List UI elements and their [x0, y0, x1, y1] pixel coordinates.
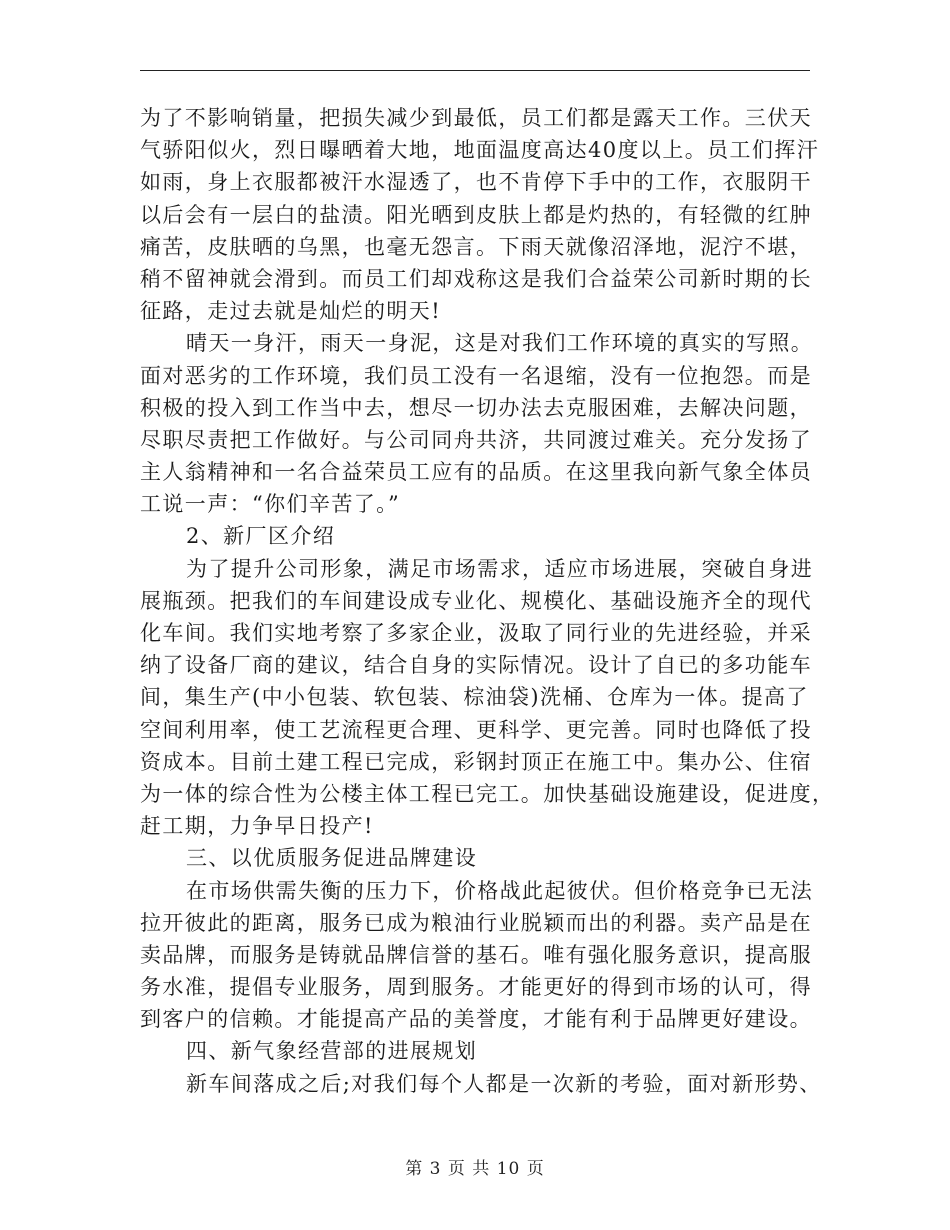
text-line: 以后会有一层白的盐渍。阳光晒到皮肤上都是灼热的，有轻微的红肿	[140, 202, 812, 227]
text-line: 赶工期，力争早日投产!	[140, 814, 374, 839]
text-line: 展瓶颈。把我们的车间建设成专业化、规模化、基础设施齐全的现代	[140, 588, 812, 613]
text-line: 主人翁精神和一名合益荣员工应有的品质。在这里我向新气象全体员	[140, 460, 812, 485]
paragraph	[140, 553, 835, 843]
paragraph	[140, 875, 814, 1036]
text-line: 面对恶劣的工作环境，我们员工没有一名退缩，没有一位抱怨。而是	[140, 363, 812, 388]
section-heading	[140, 842, 808, 874]
text-line: 卖品牌，而服务是铸就品牌信誉的基石。唯有强化服务意识，提高服	[140, 942, 812, 967]
text-line: 间，集生产(中小包装、软包装、棕油袋)洗桶、仓库为一体。提高了	[140, 685, 809, 710]
paragraph	[140, 1068, 822, 1100]
text-line: 空间利用率，使工艺流程更合理、更科学、更完善。同时也降低了投	[140, 717, 812, 742]
paragraph	[140, 102, 820, 327]
document-body	[140, 102, 835, 1100]
section-heading	[140, 520, 808, 552]
text-line: 新车间落成之后;对我们每个人都是一次新的考验，面对新形势、	[186, 1071, 822, 1096]
text-line: 征路，走过去就是灿烂的明天!	[140, 299, 442, 324]
text-line: 积极的投入到工作当中去，想尽一切办法去克服困难，去解决问题，	[140, 395, 812, 420]
text-line: 拉开彼此的距离，服务已成为粮油行业脱颖而出的利器。卖产品是在	[140, 910, 812, 935]
text-line: 尽职尽责把工作做好。与公司同舟共济，共同渡过难关。充分发扬了	[140, 427, 812, 452]
page-number-footer: 第 3 页 共 10 页	[405, 1159, 545, 1179]
text-line: 为一体的综合性为公楼主体工程已完工。加快基础设施建设，促进度，	[140, 781, 835, 806]
heading-text: 三、以优质服务促进品牌建设	[186, 846, 478, 871]
text-line: 工说一声：“你们辛苦了。”	[140, 492, 401, 517]
text-line: 到客户的信赖。才能提高产品的美誉度，才能有利于品牌更好建设。	[140, 1007, 812, 1032]
text-line: 为了提升公司形象，满足市场需求，适应市场进展，突破自身进	[186, 556, 814, 581]
paragraph	[140, 327, 814, 520]
text-line: 资成本。目前土建工程已完成，彩钢封顶正在施工中。集办公、住宿	[140, 749, 812, 774]
header-rule	[140, 70, 810, 71]
text-line: 气骄阳似火，烈日曝晒着大地，地面温度高达40度以上。员工们挥汗	[140, 138, 820, 163]
section-heading	[140, 1035, 808, 1067]
text-line: 在市场供需失衡的压力下，价格战此起彼伏。但价格竞争已无法	[186, 878, 814, 903]
text-line: 为了不影响销量，把损失减少到最低，员工们都是露天工作。三伏天	[140, 106, 812, 130]
text-line: 纳了设备厂商的建议，结合自身的实际情况。设计了自已的多功能车	[140, 653, 812, 678]
text-line: 稍不留神就会滑到。而员工们却戏称这是我们合益荣公司新时期的长	[140, 266, 812, 291]
text-line: 如雨，身上衣服都被汗水湿透了，也不肯停下手中的工作，衣服阴干	[140, 170, 812, 195]
text-line: 化车间。我们实地考察了多家企业，汲取了同行业的先进经验，并采	[140, 621, 812, 645]
text-line: 晴天一身汗，雨天一身泥，这是对我们工作环境的真实的写照。	[186, 331, 814, 356]
text-line: 务水准，提倡专业服务，周到服务。才能更好的得到市场的认可，得	[140, 975, 812, 1000]
text-line: 痛苦，皮肤晒的乌黑，也毫无怨言。下雨天就像沼泽地，泥泞不堪，	[140, 234, 812, 259]
heading-text: 四、新气象经营部的进展规划	[186, 1039, 478, 1064]
heading-text: 2、新厂区介绍	[186, 524, 336, 549]
